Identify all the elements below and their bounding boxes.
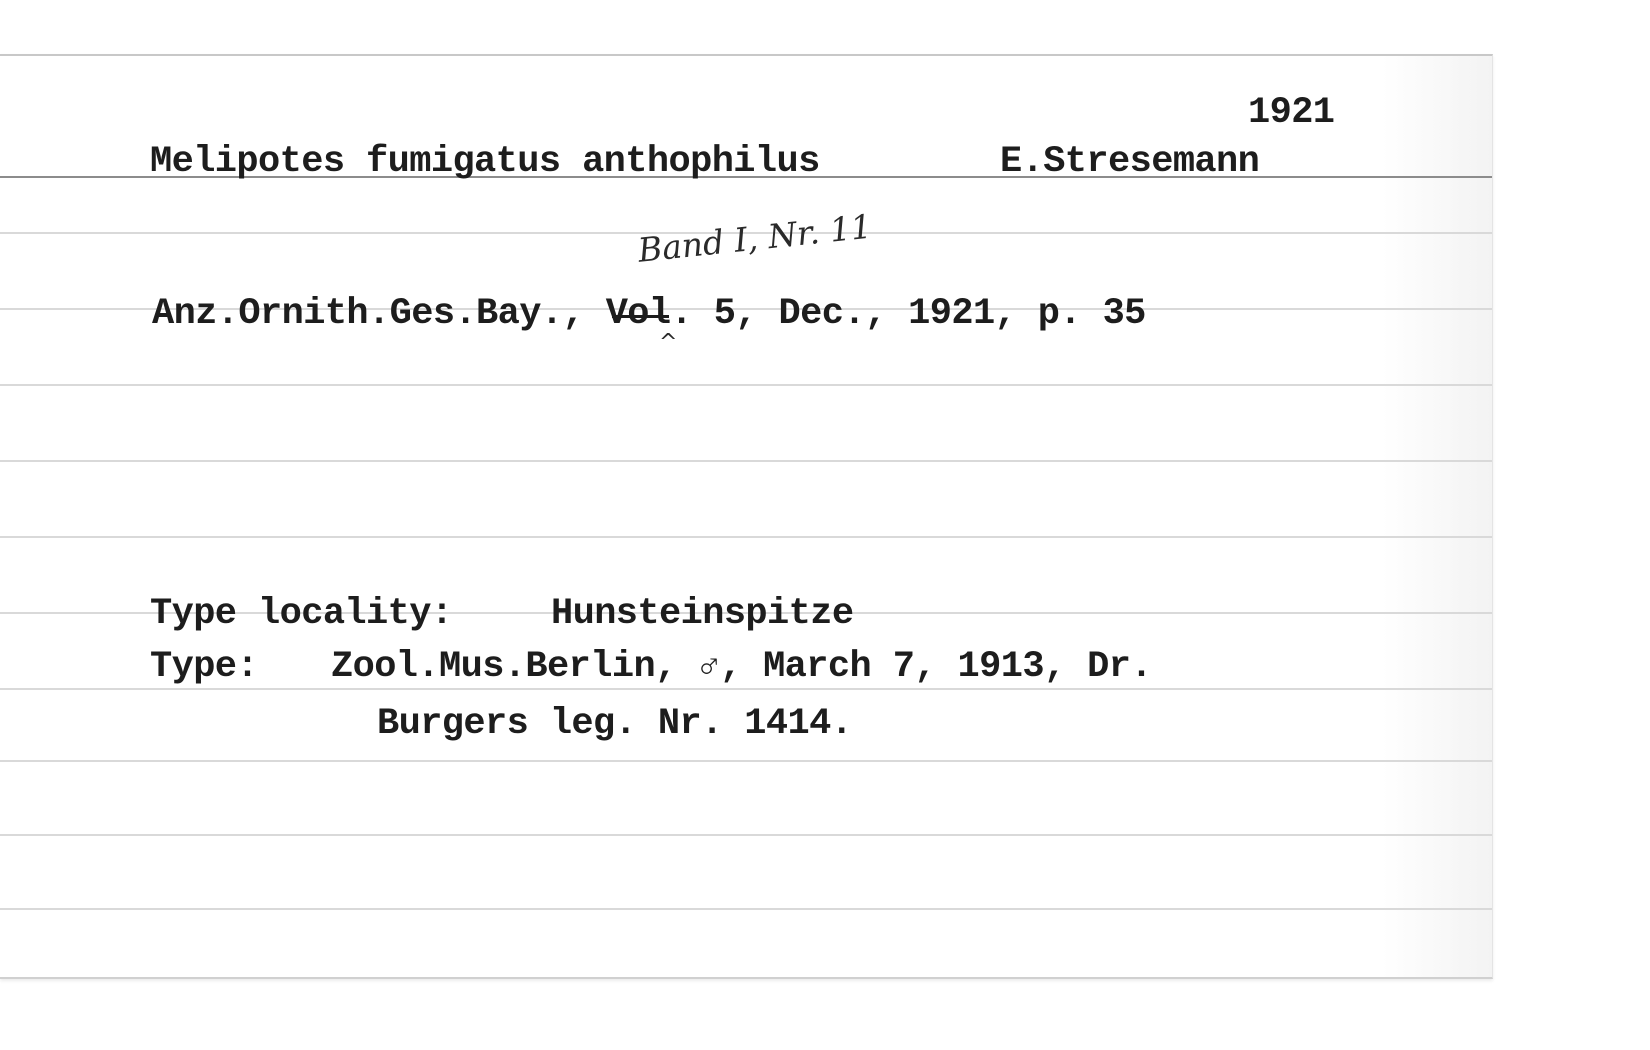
type-locality-value: Hunsteinspitze: [551, 593, 854, 635]
citation-details: . 5, Dec., 1921, p. 35: [670, 293, 1146, 335]
citation-struck-word: Vol: [605, 293, 671, 335]
card-ruling: [0, 384, 1492, 386]
index-card: [0, 54, 1493, 979]
insertion-caret: ^: [659, 330, 678, 355]
card-ruling: [0, 760, 1492, 762]
card-ruling: [0, 688, 1492, 690]
card-ruling: [0, 834, 1492, 836]
type-locality-label: Type locality:: [150, 593, 453, 635]
citation-journal: Anz.Ornith.Ges.Bay.,: [152, 293, 585, 335]
card-edge-shading: [1382, 56, 1492, 977]
citation-line: [152, 293, 1146, 335]
type-value-line1: Zool.Mus.Berlin, ♂, March 7, 1913, Dr.: [331, 646, 1152, 688]
card-ruling: [0, 460, 1492, 462]
type-label: Type:: [150, 646, 259, 688]
species-name: Melipotes fumigatus anthophilus: [150, 141, 820, 183]
card-ruling: [0, 908, 1492, 910]
card-ruling: [0, 536, 1492, 538]
card-year: 1921: [1248, 92, 1335, 134]
species-author: E.Stresemann: [1000, 141, 1260, 183]
type-value-line2: Burgers leg. Nr. 1414.: [377, 703, 853, 745]
handwritten-insert: Band I, Nr. 11: [635, 206, 874, 270]
